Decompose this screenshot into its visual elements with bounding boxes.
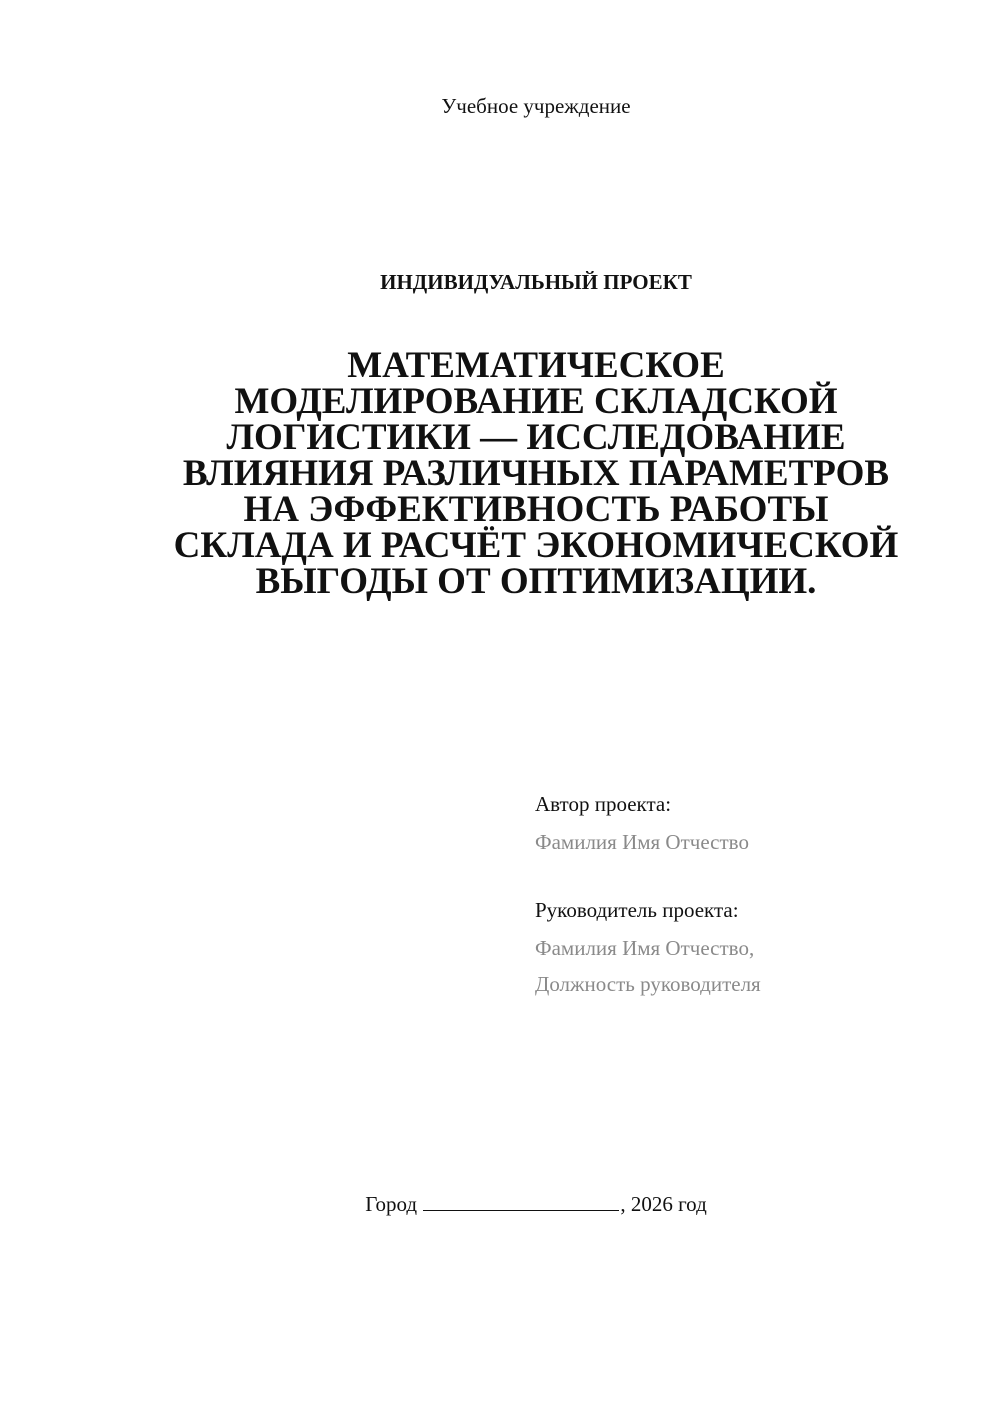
institution-name: Учебное учреждение (441, 94, 631, 118)
supervisor-label: Руководитель проекта: (535, 898, 739, 922)
title-line: МОДЕЛИРОВАНИЕ СКЛАДСКОЙ (234, 381, 838, 422)
year-text: , 2026 год (620, 1192, 707, 1216)
title-line: МАТЕМАТИЧЕСКОЕ (347, 345, 725, 386)
author-block (535, 790, 749, 856)
city-blank-line[interactable] (423, 1192, 619, 1211)
author-name-placeholder[interactable]: Фамилия Имя Отчество (535, 830, 749, 854)
project-type-heading: ИНДИВИДУАЛЬНЫЙ ПРОЕКТ (380, 270, 692, 294)
title-line: ЛОГИСТИКИ — ИССЛЕДОВАНИЕ (226, 417, 846, 458)
city-label: Город (365, 1192, 418, 1216)
supervisor-block (535, 896, 761, 998)
footer-city-year (0, 1190, 1000, 1218)
title-line: ВЛИЯНИЯ РАЗЛИЧНЫХ ПАРАМЕТРОВ (182, 453, 890, 494)
supervisor-name-placeholder[interactable]: Фамилия Имя Отчество, (535, 936, 755, 960)
supervisor-position-placeholder[interactable]: Должность руководителя (535, 972, 761, 996)
title-line: НА ЭФФЕКТИВНОСТЬ РАБОТЫ (243, 489, 829, 530)
project-title (140, 345, 932, 602)
author-label: Автор проекта: (535, 792, 672, 816)
title-line: СКЛАДА И РАСЧЁТ ЭКОНОМИЧЕСКОЙ (173, 525, 899, 566)
title-line: ВЫГОДЫ ОТ ОПТИМИЗАЦИИ. (255, 561, 817, 602)
